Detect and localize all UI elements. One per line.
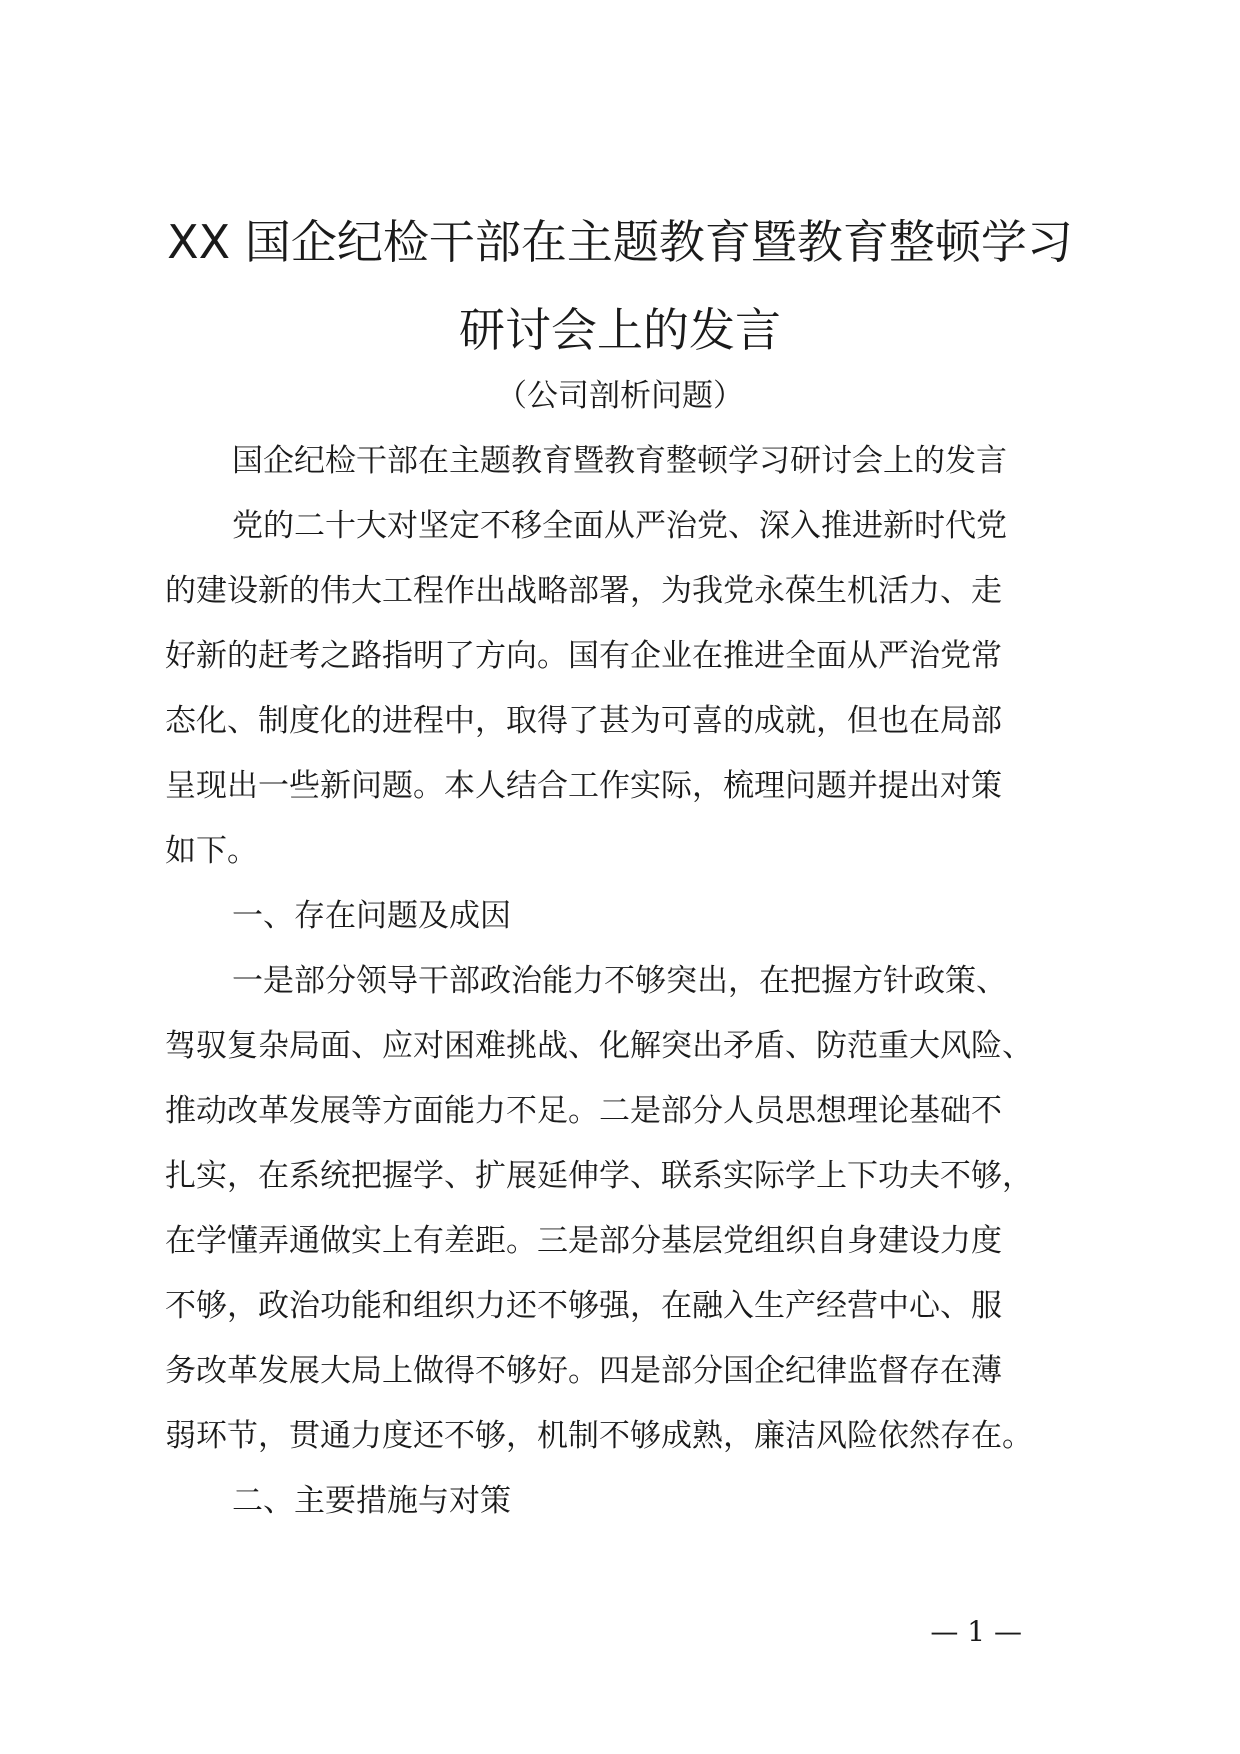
paragraph-line: 党的二十大对坚定不移全面从严治党、深入推进新时代党 xyxy=(232,508,1007,544)
paragraph-line: 一是部分领导干部政治能力不够突出，在把握方针政策、 xyxy=(232,963,1007,999)
section-heading: 二、主要措施与对策 xyxy=(232,1483,511,1519)
paragraph-line: 推动改革发展等方面能力不足。二是部分人员思想理论基础不 xyxy=(165,1093,1002,1129)
page-number: — 1 — xyxy=(930,1615,1022,1648)
document-subtitle: （公司剖析问题） xyxy=(496,378,744,414)
paragraph-line: 态化、制度化的进程中，取得了甚为可喜的成就，但也在局部 xyxy=(165,703,1002,739)
paragraph-line: 扎实，在系统把握学、扩展延伸学、联系实际学上下功夫不够， xyxy=(165,1158,1033,1194)
paragraph-line: 如下。 xyxy=(165,833,258,869)
document-title-line-1: XX 国企纪检干部在主题教育暨教育整顿学习 xyxy=(167,215,1073,269)
section-heading: 一、存在问题及成因 xyxy=(232,898,511,934)
paragraph-line: 的建设新的伟大工程作出战略部署，为我党永葆生机活力、走 xyxy=(165,573,1002,609)
paragraph-line: 不够，政治功能和组织力还不够强，在融入生产经营中心、服 xyxy=(165,1288,1002,1324)
paragraph-line: 好新的赶考之路指明了方向。国有企业在推进全面从严治党常 xyxy=(165,638,1002,674)
paragraph-line: 弱环节，贯通力度还不够，机制不够成熟，廉洁风险依然存在。 xyxy=(165,1418,1033,1454)
paragraph-line: 务改革发展大局上做得不够好。四是部分国企纪律监督存在薄 xyxy=(165,1353,1002,1389)
document-title-line-2: 研讨会上的发言 xyxy=(459,303,781,357)
paragraph-line: 在学懂弄通做实上有差距。三是部分基层党组织自身建设力度 xyxy=(165,1223,1002,1259)
document-heading-repeat: 国企纪检干部在主题教育暨教育整顿学习研讨会上的发言 xyxy=(232,443,1007,479)
paragraph-line: 呈现出一些新问题。本人结合工作实际，梳理问题并提出对策 xyxy=(165,768,1002,804)
paragraph-line: 驾驭复杂局面、应对困难挑战、化解突出矛盾、防范重大风险、 xyxy=(165,1028,1033,1064)
